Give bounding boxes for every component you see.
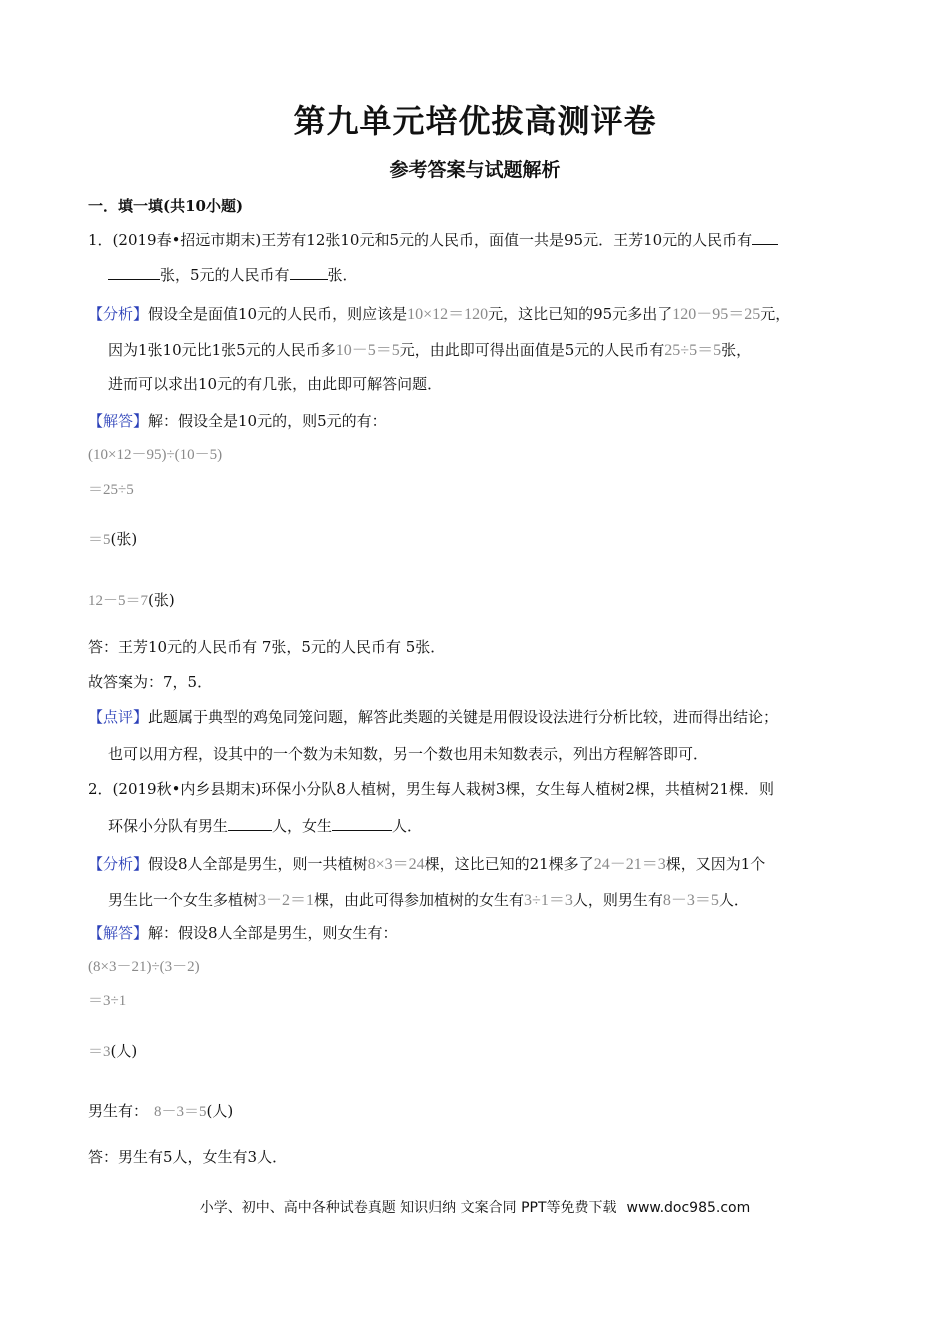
q1-stem-line1 [88,229,778,250]
q1-calc-math: 12－5＝7 [88,593,149,609]
q1-stem-text-b1: 张，5元的人民币有 [160,266,290,284]
q2-reply: 答：男生有5人，女生有3人． [88,1148,288,1166]
q2-answer-tag: 【解答】 [88,924,149,942]
q1-reply: 答：王芳10元的人民币有 7张，5元的人民币有 5张． [88,638,446,656]
q2-stem-text: 环保小分队有男生 [108,817,229,835]
q2-analysis-math: 8－3＝5 [662,892,719,909]
q2-analysis-tag: 【分析】 [88,855,149,873]
q1-calc-3 [88,528,137,549]
q1-blank-1b [108,265,160,280]
q2-analysis-line2 [108,887,749,910]
q1-calc-math: ＝5 [88,532,111,548]
q2-stem-line2 [108,815,422,836]
q2-stem-line1: 2．(2019秋•内乡县期末)环保小分队8人植树，男生每人栽树3棵，女生每人植树2棵，共植树21棵．则 [88,780,774,798]
page-title: 第九单元培优拔高测评卷 [293,102,657,140]
q1-answer-text: 解：假设全是10元的，则5元的有： [148,412,387,430]
q1-answer-line [88,410,387,431]
q2-calc-unit: (人) [110,1042,138,1060]
q2-stem-text: 人． [392,817,423,835]
q1-comment-text: 此题属于典型的鸡兔同笼问题，解答此类题的关键是用假设设法进行分析比较，进而得出结论； [148,708,779,726]
q1-comment-line1 [88,706,778,727]
q1-comment-tag: 【点评】 [88,708,149,726]
q1-analysis-text: 元，这比已知的95元多出了 [488,305,673,323]
q1-blank-1a [752,230,778,245]
q2-analysis-text: 男生比一个女生多植树 [108,891,259,909]
q1-analysis-tag: 【分析】 [88,305,149,323]
q2-calc-1: (8×3－21)÷(3－2) [88,959,200,975]
q2-answer-line [88,922,398,943]
q2-analysis-text: 人，则男生有 [572,891,663,909]
q1-stem-text-b2: 张． [327,266,358,284]
q2-answer-text: 解：假设8人全部是男生，则女生有： [148,924,398,942]
q2-analysis-line1 [88,851,765,874]
q2-analysis-text: 棵，由此可得参加植树的女生有 [314,891,525,909]
section-heading: 一．填一填(共10小题) [88,197,244,215]
q2-calc-4 [88,1100,233,1121]
q1-analysis-text: 元，由此即可得出面值是5元的人民币有 [399,341,665,359]
q1-answer-tag: 【解答】 [88,412,149,430]
footer-text: 小学、初中、高中各种试卷真题 知识归纳 文案合同 PPT等免费下载 [199,1200,617,1216]
q2-analysis-text: 棵，这比已知的21棵多了 [424,855,594,873]
q1-analysis-math: 25÷5＝5 [664,342,722,359]
q1-analysis-math: 120－95＝25 [672,306,761,323]
q1-analysis-line3: 进而可以求出10元的有几张，由此即可解答问题． [108,375,443,393]
q2-stem-text: 人，女生 [272,817,333,835]
q1-analysis-line1 [88,301,790,324]
q1-calc-2: ＝25÷5 [88,482,134,498]
q2-analysis-math: 24－21＝3 [593,856,666,873]
page-footer [0,1197,950,1217]
q2-analysis-text: 棵，又因为1个 [665,855,766,873]
q2-blank-2 [332,816,392,831]
q1-analysis-text: 元， [760,305,791,323]
q2-analysis-math: 3÷1＝3 [524,892,573,909]
q1-stem-text: 1．(2019春•招远市期末)王芳有12张10元和5元的人民币，面值一共是95元．王芳10元的人民币有 [88,231,753,249]
footer-url[interactable]: www.doc985.com [626,1200,751,1216]
q1-analysis-text: 张， [721,341,752,359]
q2-calc-math: 8－3＝5 [154,1104,207,1120]
page-subtitle: 参考答案与试题解析 [389,159,561,181]
q1-blank-2 [290,265,328,280]
q1-calc-unit: (张) [110,530,138,548]
q1-final-answer: 故答案为：7，5． [88,673,213,691]
q1-analysis-text: 因为1张10元比1张5元的人民币多 [108,341,336,359]
q1-stem-line2 [108,264,358,285]
q2-boys-label: 男生有： [88,1102,149,1120]
q1-comment-line2: 也可以用方程，设其中的一个数为未知数，另一个数也用未知数表示，列出方程解答即可． [108,745,709,763]
q2-blank-1 [228,816,272,831]
q2-analysis-math: 3－2＝1 [258,892,315,909]
q2-calc-2: ＝3÷1 [88,993,127,1009]
q2-calc-3 [88,1040,137,1061]
q2-calc-math: ＝3 [88,1044,111,1060]
q2-analysis-math: 8×3＝24 [367,856,425,873]
q1-analysis-math: 10×12＝120 [407,306,489,323]
q1-calc-4 [88,589,175,610]
q1-analysis-line2 [108,337,751,360]
q1-calc-unit: (张) [148,591,175,609]
q1-analysis-text: 假设全是面值10元的人民币，则应该是 [148,305,408,323]
q2-calc-unit: (人) [206,1102,234,1120]
q2-analysis-text: 假设8人全部是男生，则一共植树 [148,855,368,873]
q1-analysis-math: 10－5＝5 [335,342,400,359]
q1-calc-1: (10×12－95)÷(10－5) [88,447,223,463]
q2-analysis-text: 人． [718,891,749,909]
